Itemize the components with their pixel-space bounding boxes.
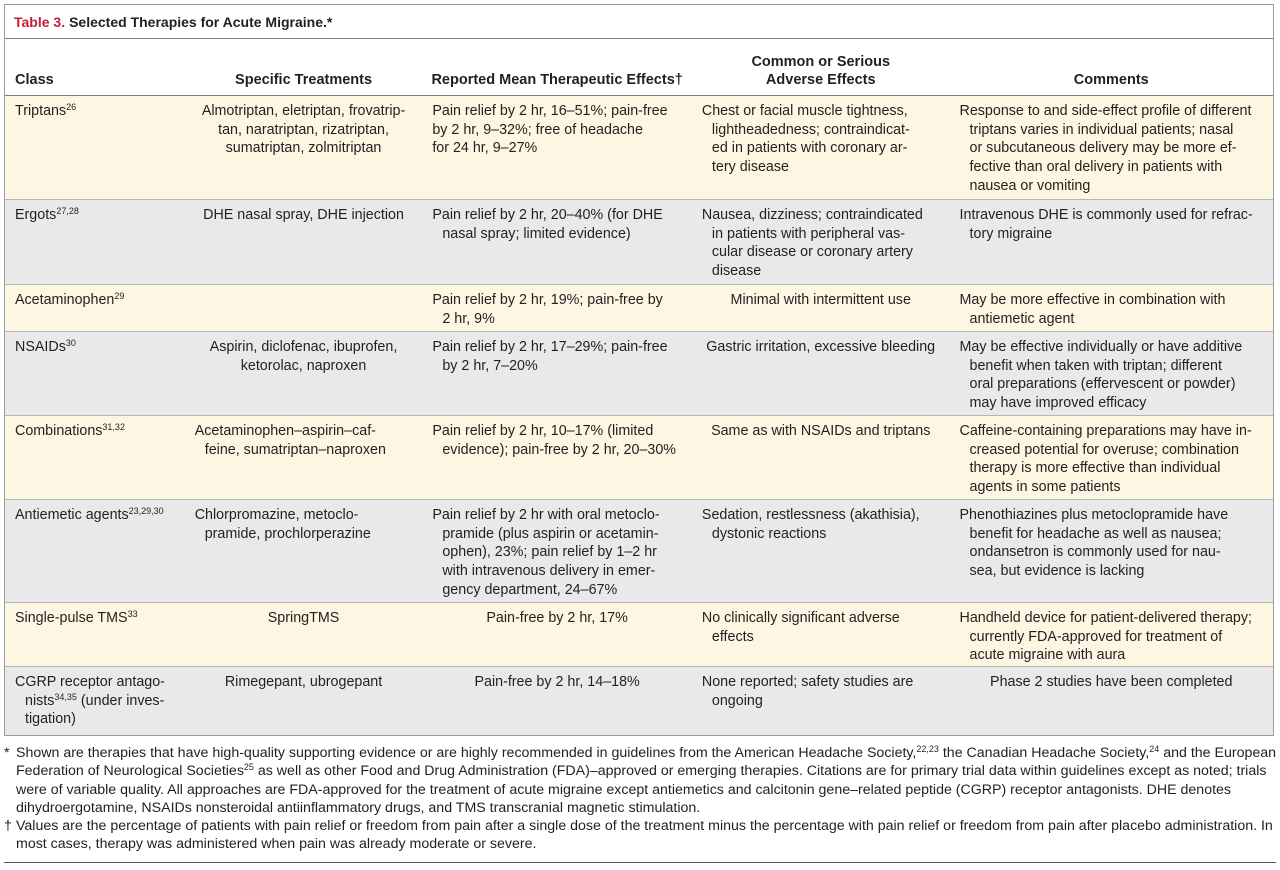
cell-class [5,609,185,628]
table-title: Selected Therapies for Acute Migraine.* [69,13,333,30]
class-citation: 31,32 [102,422,125,432]
bottom-rule [4,862,1276,863]
cell-comments: Response to and side-effect profile of different triptans varies in individual patients; nasal or subcutaneous delivery may be more ef- fective than oral delivery in patients with nausea or vomiting [959,103,1252,194]
footnote-star-part-a: Shown are therapies that have high-quality supporting evidence or are highly recommended in guidelines from the American Headache Society, [16,745,917,761]
footnote-citation: 22,23 [916,744,939,754]
cell-comments: Caffeine-containing preparations may have in- creased potential for overuse; combination therapy is more effective than individual agents in some patients [959,423,1252,496]
cell-effects: Pain relief by 2 hr, 19%; pain-free by 2 hr, 9% [432,292,663,327]
class-citation: 29 [114,291,125,301]
class-citation: 33 [127,609,138,619]
class-name: Antiemetic agents [15,507,129,523]
cell-adverse: Same as with NSAIDs and triptans [711,423,931,439]
class-name: Acetaminophen [15,292,115,308]
cell-comments: May be more effective in combination with antiemetic agent [959,292,1226,327]
cell-adverse: None reported; safety studies are ongoing [701,674,914,709]
footnote-dagger-text: Values are the percentage of patients with pain relief or freedom from pain after a single dose of the treatment minus the percentage with pain relief or freedom from pain after placebo administration. In most cases, therapy was administered when pain was already moderate or severe. [16,818,1273,853]
table-header-row [5,39,1273,96]
cell-effects: Pain-free by 2 hr, 17% [486,610,628,626]
cell-adverse: No clinically significant adverse effects [701,610,900,645]
cell-adverse: Sedation, restlessness (akathisia), dystonic reactions [701,507,920,542]
cell-treatments: DHE nasal spray, DHE injection [203,207,404,223]
cell-comments: Phase 2 studies have been completed [990,674,1233,690]
header-effects: Reported Mean Therapeutic Effects† [431,72,683,88]
footnote-dagger-mark: † [4,818,12,835]
class-citation: 30 [65,338,76,348]
footnote-star [4,744,1276,817]
cell-treatments: Chlorpromazine, metoclo- pramide, prochlorperazine [194,507,371,542]
class-citation: 26 [66,102,77,112]
cell-adverse: Gastric irritation, excessive bleeding [706,339,936,355]
cell-comments: Intravenous DHE is commonly used for refrac- tory migraine [959,207,1253,242]
table-label: Table 3. [14,13,66,30]
header-comments: Comments [1073,72,1149,88]
class-citation: 23,29,30 [128,506,164,516]
cell-effects: Pain relief by 2 hr with oral metoclo- pramide (plus aspirin or acetamin- ophen), 23%; pain relief by 1–2 hr with intravenous delivery in emer- gency department, 24–67% [432,507,660,598]
table-title-bar [5,5,1273,39]
footnote-star-part-b: the Canadian Headache Society, [938,745,1150,761]
class-citation: 34,35 [54,691,77,702]
footnote-star-text [16,744,1276,817]
header-class: Class [15,72,54,88]
class-name: CGRP receptor antago- nists [15,674,165,709]
cell-comments: Phenothiazines plus metoclopramide have benefit for headache as well as nausea; ondansetron is commonly used for nau- sea, but evidence is lacking [959,507,1229,580]
header-adverse-line2: Adverse Effects [765,72,876,88]
table-row [5,603,1273,667]
table-row [5,416,1273,500]
cell-treatments: Rimegepant, ubrogepant [224,674,383,690]
table-row [5,667,1273,735]
cell-adverse: Chest or facial muscle tightness, lightheadedness; contraindicat- ed in patients with coronary ar- tery disease [701,103,910,176]
footnote-star-mark: * [4,745,10,761]
header-adverse-line1: Common or Serious [751,54,891,70]
class-name: NSAIDs [15,339,66,355]
table-row [5,332,1273,416]
cell-class [5,506,185,525]
class-note: (under inves- tigation) [25,692,165,728]
therapy-table [4,4,1274,736]
cell-treatments: Aspirin, diclofenac, ibuprofen, ketorolac, naproxen [209,339,398,374]
header-treatments: Specific Treatments [235,72,373,88]
cell-class [5,206,185,225]
class-name: Triptans [15,103,67,119]
cell-adverse: Nausea, dizziness; contraindicated in patients with peripheral vas- cular disease or coronary artery disease [701,207,923,280]
footnote-citation: 25 [243,762,254,773]
class-name: Single-pulse TMS [15,610,128,626]
cell-adverse: Minimal with intermittent use [730,292,911,308]
cell-class [5,291,185,310]
footnote-dagger [4,817,1276,854]
cell-effects: Pain relief by 2 hr, 20–40% (for DHE nasal spray; limited evidence) [432,207,663,242]
class-citation: 27,28 [56,206,79,216]
table-row [5,500,1273,603]
cell-treatments: Acetaminophen–aspirin–caf- feine, sumatriptan–naproxen [194,423,386,458]
cell-treatments: Almotriptan, eletriptan, frovatrip- tan, naratriptan, rizatriptan, sumatriptan, zolmitriptan [201,103,406,157]
table-row [5,96,1273,200]
cell-class [5,102,185,121]
footnote-star-part-d: as well as other Food and Drug Administration (FDA)–approved or emerging therapies. Citations are for primary trial data within guidelines except as noted; trials were of variable quality. All approaches are FDA-approved for the treatment of acute migraine except antiemetics and calcitonin gene–related peptide (CGRP) receptor antagonists. DHE denotes dihydroergotamine, NSAIDs nonsteroidal antiinflammatory drugs, and TMS transcranial magnetic stimulation. [16,763,1267,816]
cell-effects: Pain relief by 2 hr, 16–51%; pain-free by 2 hr, 9–32%; free of headache for 24 hr, 9–27% [432,103,668,157]
footnote-star-part-c: and the European Federation of Neurological Societies [16,745,1277,780]
cell-class [5,338,185,357]
class-name: Combinations [15,423,103,439]
cell-treatments: SpringTMS [267,610,340,626]
table-row [5,285,1273,332]
cell-effects: Pain relief by 2 hr, 10–17% (limited evidence); pain-free by 2 hr, 20–30% [432,423,677,458]
cell-effects: Pain-free by 2 hr, 14–18% [474,674,640,690]
table-row [5,200,1273,285]
cell-class [5,422,185,441]
footnote-citation: 24 [1149,744,1160,754]
cell-comments: Handheld device for patient-delivered therapy; currently FDA-approved for treatment of acute migraine with aura [959,610,1252,664]
footnotes [4,744,1276,854]
cell-class [5,673,185,729]
cell-effects: Pain relief by 2 hr, 17–29%; pain-free by 2 hr, 7–20% [432,339,668,374]
header-adverse [692,53,950,95]
class-name: Ergots [15,207,57,223]
cell-comments: May be effective individually or have additive benefit when taken with triptan; different oral preparations (effervescent or powder) may have improved efficacy [959,339,1243,412]
